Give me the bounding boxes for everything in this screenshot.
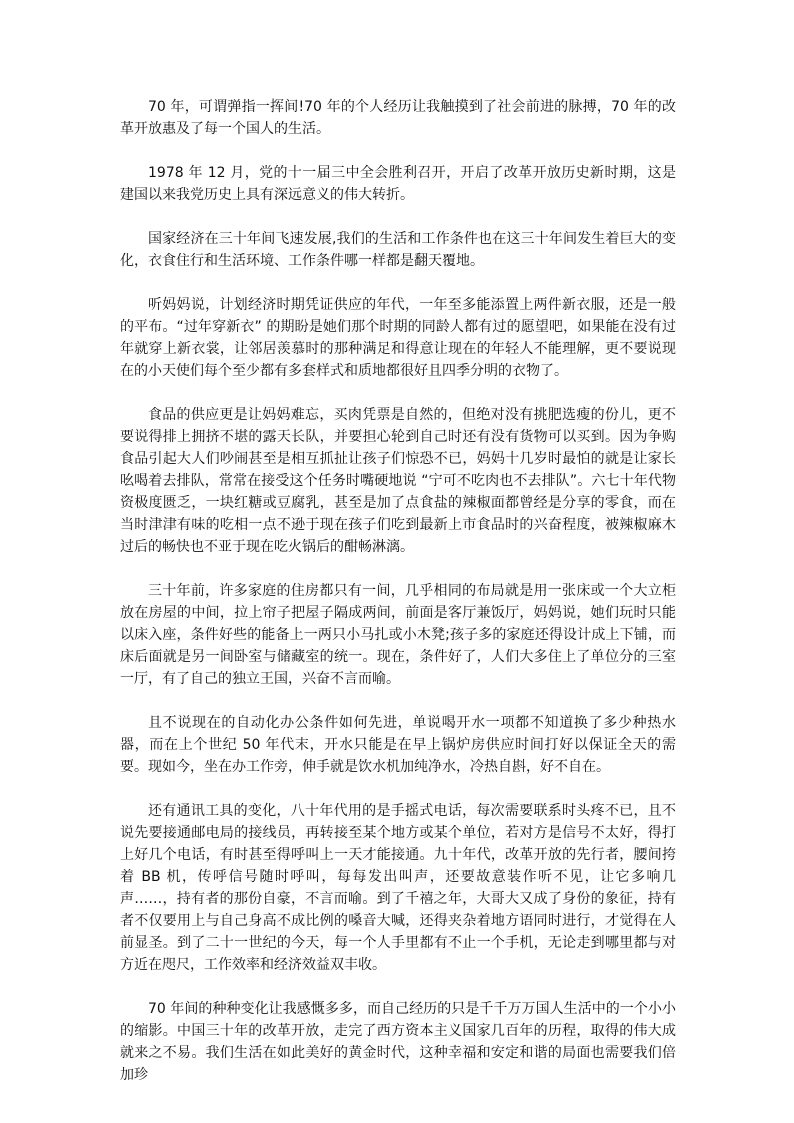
paragraph-8: 还有通讯工具的变化，八十年代用的是手摇式电话，每次需要联系时头疼不已，且不说先要接通邮电局的接线员，再转接至某个地方或某个单位，若对方是信号不太好，得打上好几个电话，有时甚至得呼叫上一天才能接通。九十年代，改革开放的先行者，腰间挎着 BB 机，传呼信号随时呼叫，每每发出叫声，还要故意装作听不见，让它多响几声……，持有者的那份自豪，不言而喻。到了千禧之年，大哥大又成了身份的象征，持有者不仅要用上与自己身高不成比例的嗓音大喊，还得夹杂着地方语同时进行，才觉得在人前显圣。到了二十一世纪的今天，每一个人手里都有不止一个手机，无论走到哪里都与对方近在咫尺，工作效率和经济效益双丰收。 (120, 803, 676, 973)
paragraph-3: 国家经济在三十年间飞速发展,我们的生活和工作条件也在这三十年间发生着巨大的变化，衣食住行和生活环境、工作条件哪一样都是翻天覆地。 (120, 231, 676, 269)
paragraph-5: 食品的供应更是让妈妈难忘，买肉凭票是自然的，但绝对没有挑肥选瘦的份儿，更不要说得排上拥挤不堪的露天长队，并要担心轮到自己时还有没有货物可以买到。因为争购食品引起大人们吵闹甚至是相互抓扯让孩子们惊恐不已，妈妈十几岁时最怕的就是让家长吆喝着去排队，常常在接受这个任务时嘴硬地说 “宁可不吃肉也不去排队”。六七十年代物资极度匮乏，一块红糖或豆腐乳，甚至是加了点食盐的辣椒面都曾经是分享的零食，而在当时津津有味的吃相一点不逊于现在孩子们吃到最新上市食品时的兴奋程度，被辣椒麻木过后的畅快也不亚于现在吃火锅后的酣畅淋漓。 (120, 407, 676, 555)
paragraph-4: 听妈妈说，计划经济时期凭证供应的年代，一年至多能添置上两件新衣服，还是一般的平布。“过年穿新衣” 的期盼是她们那个时期的同龄人都有过的愿望吧，如果能在没有过年就穿上新衣裳，让邻居羡慕时的那种满足和得意让现在的年轻人不能理解，更不要说现在的小天使们每个至少都有多套样式和质地都很好且四季分明的衣物了。 (120, 297, 676, 379)
paragraph-1: 70 年，可谓弹指一挥间!70 年的个人经历让我触摸到了社会前进的脉搏，70 年的改革开放惠及了每一个国人的生活。 (120, 99, 676, 137)
article-body (120, 96, 676, 1108)
paragraph-7: 且不说现在的自动化办公条件如何先进，单说喝开水一项都不知道换了多少种热水器，而在上个世纪 50 年代末，开水只能是在早上锅炉房供应时间打好以保证全天的需要。现如今，坐在办工作旁，伸手就是饮水机加纯净水，冷热自斟，好不自在。 (120, 715, 676, 775)
paragraph-9: 70 年间的种种变化让我感慨多多，而自己经历的只是千千万万国人生活中的一个小小的缩影。中国三十年的改革开放，走完了西方资本主义国家几百年的历程，取得的伟大成就来之不易。我们生活在如此美好的黄金时代，这种幸福和安定和谐的局面也需要我们倍加珍 (120, 1001, 676, 1083)
paragraph-2: 1978 年 12 月，党的十一届三中全会胜利召开，开启了改革开放历史新时期，这是建国以来我党历史上具有深远意义的伟大转折。 (120, 165, 676, 203)
paragraph-6: 三十年前，许多家庭的住房都只有一间，几乎相同的布局就是用一张床或一个大立柜放在房屋的中间，拉上帘子把屋子隔成两间，前面是客厅兼饭厅，妈妈说，她们玩时只能以床入座，条件好些的能备上一两只小马扎或小木凳;孩子多的家庭还得设计成上下铺，而床后面就是另一间卧室与储藏室的统一。现在，条件好了，人们大多住上了单位分的三室一厅，有了自己的独立王国，兴奋不言而喻。 (120, 583, 676, 687)
